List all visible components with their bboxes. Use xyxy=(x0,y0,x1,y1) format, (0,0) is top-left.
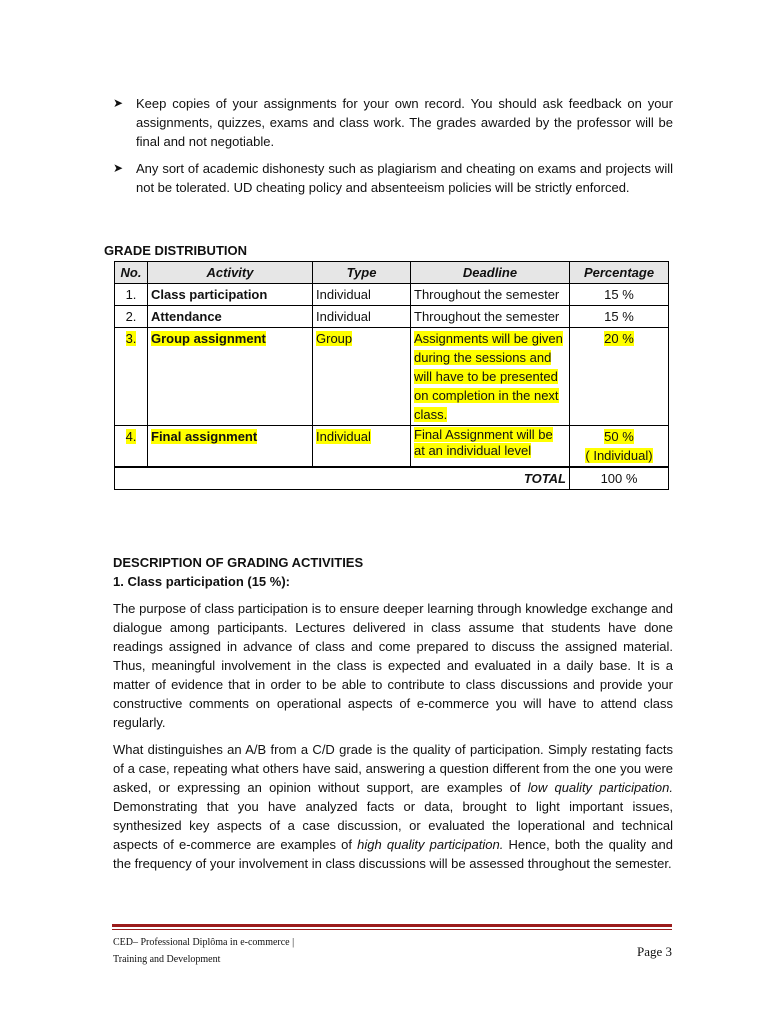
total-label: TOTAL xyxy=(115,467,570,490)
bullet-text: Any sort of academic dishonesty such as plagiarism and cheating on exams and projects will not be tolerated. UD cheating policy and absenteeism policies will be strictly enforced. xyxy=(136,161,673,195)
highlighted-text: 20 % xyxy=(604,331,634,346)
arrow-bullet-icon: ➤ xyxy=(113,161,124,175)
bullet-list xyxy=(113,94,673,205)
cell-no: 1. xyxy=(115,284,148,306)
highlighted-text: 4. xyxy=(125,429,137,444)
grading-description xyxy=(113,553,673,873)
table-row xyxy=(115,284,669,306)
grade-distribution-heading: GRADE DISTRIBUTION xyxy=(104,243,247,258)
highlighted-text: Individual xyxy=(316,429,371,444)
highlighted-text: Assignments will be given during the sessions and will have to be presented on completion in the next class. xyxy=(414,331,563,422)
cell-deadline: Throughout the semester xyxy=(411,306,570,328)
cell-type xyxy=(313,426,411,468)
footer-department: Training and Development xyxy=(113,954,221,965)
cell-type: Individual xyxy=(313,284,411,306)
paragraph-text: What distinguishes an A/B from a C/D grade is the quality of participation. Simply restating facts of a case, repeating what others have said, answering a question different from the one you were asked, or expressing an opinion without support, are examples of xyxy=(113,742,673,795)
highlighted-text: Group xyxy=(316,331,353,346)
highlighted-text: 3. xyxy=(125,331,137,346)
cell-deadline xyxy=(411,328,570,426)
header-percentage: Percentage xyxy=(570,262,669,284)
paragraph-text: Demonstrating that you have analyzed facts or data, brought to light important issues, synthesized key aspects of a case discussion, or evaluated the loperational and technical aspects of e-commerce are examples of xyxy=(113,799,673,852)
cell-deadline: Throughout the semester xyxy=(411,284,570,306)
percentage-note: ( Individual) xyxy=(585,448,653,463)
table-row xyxy=(115,426,669,468)
paragraph: The purpose of class participation is to ensure deeper learning through knowledge exchange and dialogue among participants. Lectures delivered in class assume that students have done readings assigned in advance of class and come prepared to discuss the assigned material. Thus, meaningful involvement in the class is expected and evaluated in a daily base. It is a matter of evidence that in order to be able to contribute to class discussions and provide your constructive comments on operational aspects of e-commerce you will have to attend class regularly. xyxy=(113,601,673,730)
cell-no xyxy=(115,328,148,426)
highlighted-text: Final Assignment will be at an individual level xyxy=(414,427,553,458)
cell-activity: Attendance xyxy=(148,306,313,328)
footer-text xyxy=(113,934,294,968)
class-participation-heading: 1. Class participation (15 %): xyxy=(113,574,290,589)
highlighted-text: Group assignment xyxy=(151,331,266,346)
bullet-text: Keep copies of your assignments for your own record. You should ask feedback on your assignments, quizzes, exams and class work. The grades awarded by the professor will be final and not negotiable. xyxy=(136,96,673,149)
cell-type xyxy=(313,328,411,426)
highlighted-text: 50 % xyxy=(604,429,634,444)
cell-percentage xyxy=(570,328,669,426)
cell-percentage xyxy=(570,426,669,468)
cell-percentage: 15 % xyxy=(570,306,669,328)
footer-program: CED– Professional Diplôma in e-commerce | xyxy=(113,937,295,948)
table-header-row xyxy=(115,262,669,284)
emphasis-text: high quality participation. xyxy=(357,837,504,852)
cell-deadline xyxy=(411,426,570,468)
cell-activity: Class participation xyxy=(148,284,313,306)
description-heading: DESCRIPTION OF GRADING ACTIVITIES xyxy=(113,555,364,570)
cell-no xyxy=(115,426,148,468)
emphasis-text: low quality participation. xyxy=(527,780,673,795)
footer-rule xyxy=(112,924,672,927)
table-total-row xyxy=(115,467,669,490)
header-no: No. xyxy=(115,262,148,284)
cell-type: Individual xyxy=(313,306,411,328)
highlighted-text: Final assignment xyxy=(151,429,258,444)
header-activity: Activity xyxy=(148,262,313,284)
header-type: Type xyxy=(313,262,411,284)
table-row xyxy=(115,328,669,426)
table-row xyxy=(115,306,669,328)
header-deadline: Deadline xyxy=(411,262,570,284)
cell-percentage: 15 % xyxy=(570,284,669,306)
total-value: 100 % xyxy=(570,467,669,490)
cell-activity xyxy=(148,426,313,468)
paragraph-text: Hence, both the quality and the frequency of your involvement in class discussions will be assessed throughout the semester. xyxy=(113,837,673,871)
arrow-bullet-icon: ➤ xyxy=(113,96,124,110)
bullet-item xyxy=(113,94,673,151)
bullet-item xyxy=(113,159,673,197)
paragraph xyxy=(113,740,673,873)
page-number: Page 3 xyxy=(636,944,672,959)
cell-no: 2. xyxy=(115,306,148,328)
footer-rule xyxy=(112,929,672,930)
cell-activity xyxy=(148,328,313,426)
grade-table xyxy=(114,261,669,490)
